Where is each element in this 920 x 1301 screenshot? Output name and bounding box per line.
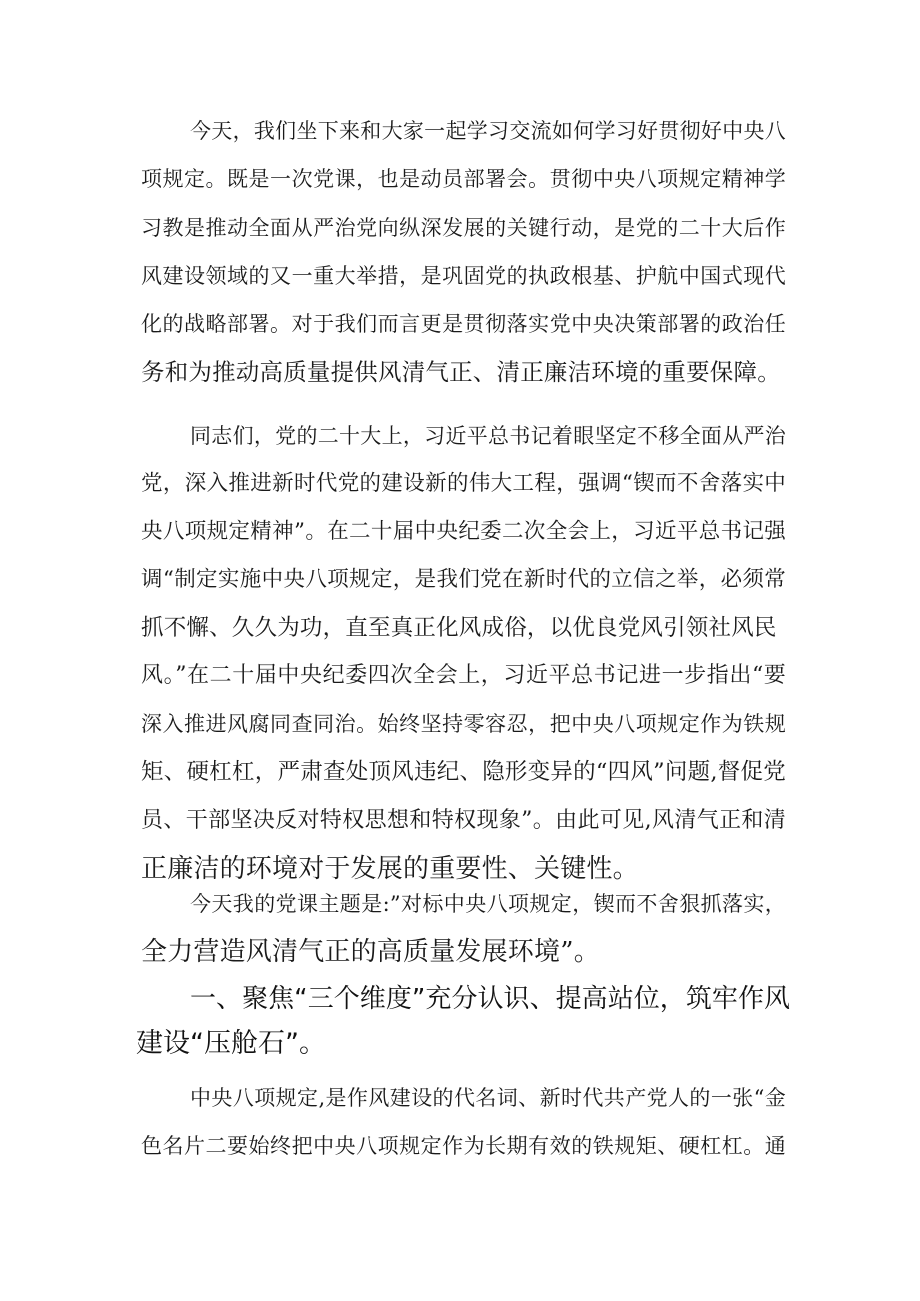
text-line: 员、干部坚决反对特权思想和特权现象”。由此可见,风清气正和清 bbox=[141, 808, 786, 833]
text-line: 央八项规定精神”。在二十届中央纪委二次全会上，习近平总书记强 bbox=[141, 519, 786, 544]
text-line: 全力营造风清气正的高质量发展环境”。 bbox=[141, 937, 600, 967]
text-line: 今天，我们坐下来和大家一起学习交流如何学习好贯彻好中央八 bbox=[190, 119, 786, 143]
text-line: 抓不懈、久久为功，直至真正化风成俗，以优良党风引领社风民 bbox=[141, 615, 777, 641]
text-line: 矩、硬杠杠，严肃查处顶风违纪、隐形变异的“四风”问题,督促党 bbox=[141, 759, 786, 785]
text-line: 党，深入推进新时代党的建设新的伟大工程，强调“锲而不舍落实中 bbox=[141, 471, 786, 496]
heading-line: 一、聚焦“三个维度”充分认识、提高站位，筑牢作风 bbox=[190, 984, 790, 1014]
text-line: 习教是推动全面从严治党向纵深发展的关键行动，是党的二十大后作 bbox=[141, 216, 786, 240]
text-line: 今天我的党课主题是:”对标中央八项规定，锲而不舍狠抓落实， bbox=[190, 892, 786, 916]
text-line: 调“制定实施中央八项规定，是我们党在新时代的立信之举，必须常 bbox=[141, 567, 786, 592]
text-line: 色名片二要始终把中央八项规定作为长期有效的铁规矩、硬杠杠。通 bbox=[141, 1134, 786, 1158]
heading-line: 建设“压舱石”。 bbox=[136, 1028, 326, 1059]
text-line: 化的战略部署。对于我们而言更是贯彻落实党中央决策部署的政治任 bbox=[141, 312, 786, 336]
text-line: 深入推进风腐同查同治。始终坚持零容忍，把中央八项规定作为铁规 bbox=[141, 712, 786, 736]
text-line: 务和为推动高质量提供风清气正、清正廉洁环境的重要保障。 bbox=[141, 358, 781, 386]
text-line: 中央八项规定,是作风建设的代名词、新时代共产党人的一张“金 bbox=[190, 1086, 786, 1110]
text-line: 正廉洁的环境对于发展的重要性、关键性。 bbox=[141, 854, 639, 884]
text-line: 风。”在二十届中央纪委四次全会上，习近平总书记进一步指出“要 bbox=[141, 663, 786, 688]
text-line: 项规定。既是一次党课，也是动员部署会。贯彻中央八项规定精神学 bbox=[141, 167, 786, 191]
text-line: 风建设领域的又一重大举措，是巩固党的执政根基、护航中国式现代 bbox=[141, 264, 786, 288]
text-line: 同志们，党的二十大上，习近平总书记着眼坚定不移全面从严治 bbox=[190, 424, 786, 448]
